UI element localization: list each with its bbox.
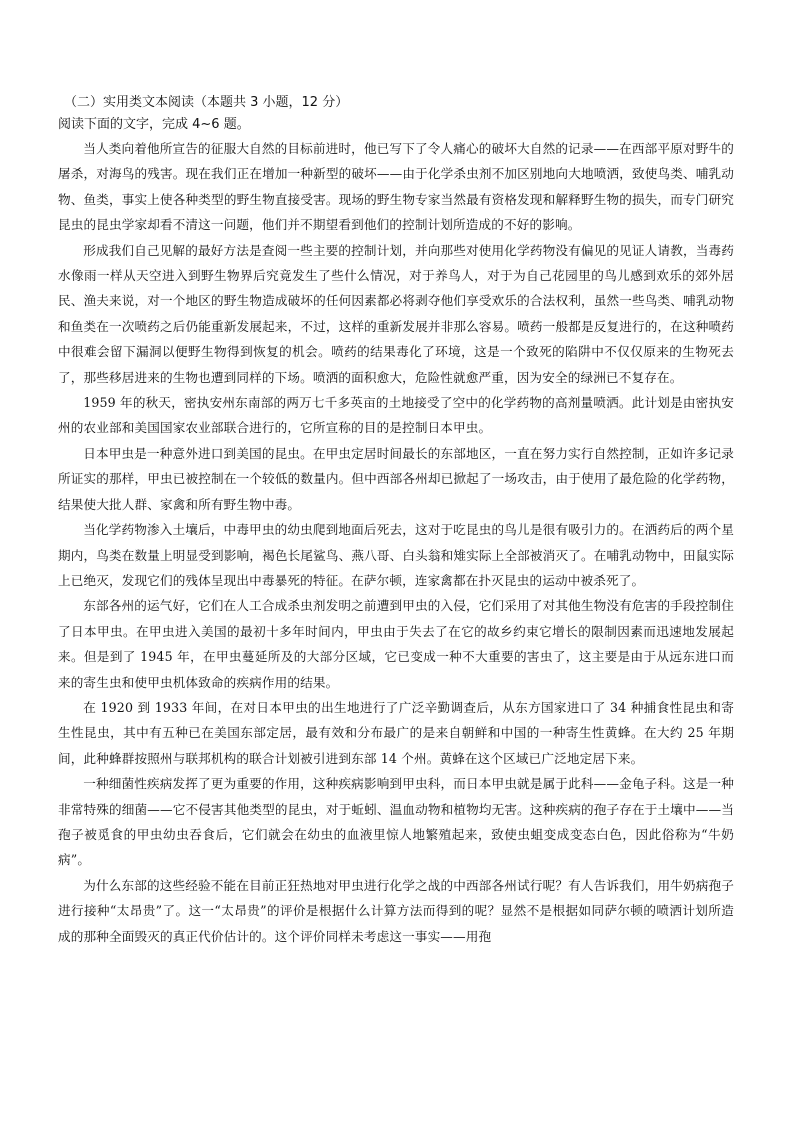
paragraph-8: 一种细菌性疾病发挥了更为重要的作用，这种疾病影响到甲虫科，而日本甲虫就是属于此科——金龟子科。这是一种非常特殊的细菌——它不侵害其他类型的昆虫，对于蚯蚓、温血动物和植物均无害。这种疾病的孢子存在于土壤中——当孢子被觅食的甲虫幼虫吞食后，它们就会在幼虫的血液里惊人地繁殖起来，致使虫蛆变成变态白色，因此俗称为“牛奶病”。 bbox=[58, 776, 734, 868]
document-page bbox=[58, 92, 734, 949]
paragraph-1: 当人类向着他所宣告的征服大自然的目标前进时，他已写下了令人痛心的破坏大自然的记录——在西部平原对野牛的屠杀，对海鸟的残害。现在我们正在增加一种新型的破坏——由于化学杀虫剂不加区别地向大地喷洒，致使鸟类、哺乳动物、鱼类，事实上使各种类型的野生物直接受害。现场的野生物专家当然最有资格发现和解释野生物的损失，而专门研究昆虫的昆虫学家却看不清这一问题，他们并不期望看到他们的控制计划所造成的不好的影响。 bbox=[58, 141, 734, 233]
reading-instruction: 阅读下面的文字，完成 4~6 题。 bbox=[58, 117, 250, 132]
paragraph-6: 东部各州的运气好，它们在人工合成杀虫剂发明之前遭到甲虫的入侵，它们采用了对其他生物没有危害的手段控制住了日本甲虫。在甲虫进入美国的最初十多年时间内，甲虫由于失去了在它的故乡约束它增长的限制因素而迅速地发展起来。但是到了 1945 年，在甲虫蔓延所及的大部分区域，它已变成一种不大重要的害虫了，这主要是由于从远东进口而来的寄生虫和使甲虫机体致命的疾病作用的结果。 bbox=[58, 598, 734, 690]
paragraph-3: 1959 年的秋天，密执安州东南部的两万七千多英亩的土地接受了空中的化学药物的高剂量喷洒。此计划是由密执安州的农业部和美国国家农业部联合进行的，它所宣称的目的是控制日本甲虫。 bbox=[58, 395, 734, 436]
paragraph-9: 为什么东部的这些经验不能在目前正狂热地对甲虫进行化学之战的中西部各州试行呢？有人告诉我们，用牛奶病孢子进行接种“太昂贵”了。这一“太昂贵”的评价是根据什么计算方法而得到的呢？显然不是根据如同萨尔顿的喷洒计划所造成的那种全面毁灭的真正代价估计的。这个评价同样未考虑这一事实——用孢 bbox=[58, 877, 734, 944]
paragraph-4: 日本甲虫是一种意外进口到美国的昆虫。在甲虫定居时间最长的东部地区，一直在努力实行自然控制，正如许多记录所证实的那样，甲虫已被控制在一个较低的数量内。但中西部各州却已掀起了一场攻击，由于使用了最危险的化学药物，结果使大批人群、家禽和所有野生物中毒。 bbox=[58, 445, 734, 512]
paragraph-2: 形成我们自己见解的最好方法是查阅一些主要的控制计划，并向那些对使用化学药物没有偏见的见证人请教，当毒药水像雨一样从天空进入到野生物界后究竟发生了些什么情况，对于养鸟人，对于为自己花园里的鸟儿感到欢乐的郊外居民、渔夫来说，对一个地区的野生物造成破坏的任何因素都必将剥夺他们享受欢乐的合法权利，虽然一些鸟类、哺乳动物和鱼类在一次喷药之后仍能重新发展起来，不过，这样的重新发展并非那么容易。喷药一般都是反复进行的，在这种喷药中很难会留下漏洞以便野生物得到恢复的机会。喷药的结果毒化了环境，这是一个致死的陷阱中不仅仅原来的生物死去了，那些移居进来的生物也遭到同样的下场。喷洒的面积愈大，危险性就愈严重，因为安全的绿洲已不复存在。 bbox=[58, 242, 734, 385]
paragraph-7: 在 1920 到 1933 年间，在对日本甲虫的出生地进行了广泛辛勤调查后，从东方国家进口了 34 种捕食性昆虫和寄生性昆虫，其中有五种已在美国东部定居，最有效和分布最广的是来自朝鲜和中国的一种寄生性黄蜂。在大约 25 年期间，此种蜂群按照州与联邦机构的联合计划被引进到东部 14 个州。黄蜂在这个区域已广泛地定居下来。 bbox=[58, 699, 734, 766]
paragraph-5: 当化学药物渗入土壤后，中毒甲虫的幼虫爬到地面后死去，这对于吃昆虫的鸟儿是很有吸引力的。在洒药后的两个星期内，鸟类在数量上明显受到影响，褐色长尾鲨鸟、燕八哥、白头翁和雉实际上全部被消灭了。在哺乳动物中，田鼠实际上已绝灭，发现它们的残体呈现出中毒暴死的特征。在萨尔顿，连家禽都在扑灭昆虫的运动中被杀死了。 bbox=[58, 522, 734, 588]
section-title: （二）实用类文本阅读（本题共 3 小题，12 分） bbox=[64, 95, 349, 110]
